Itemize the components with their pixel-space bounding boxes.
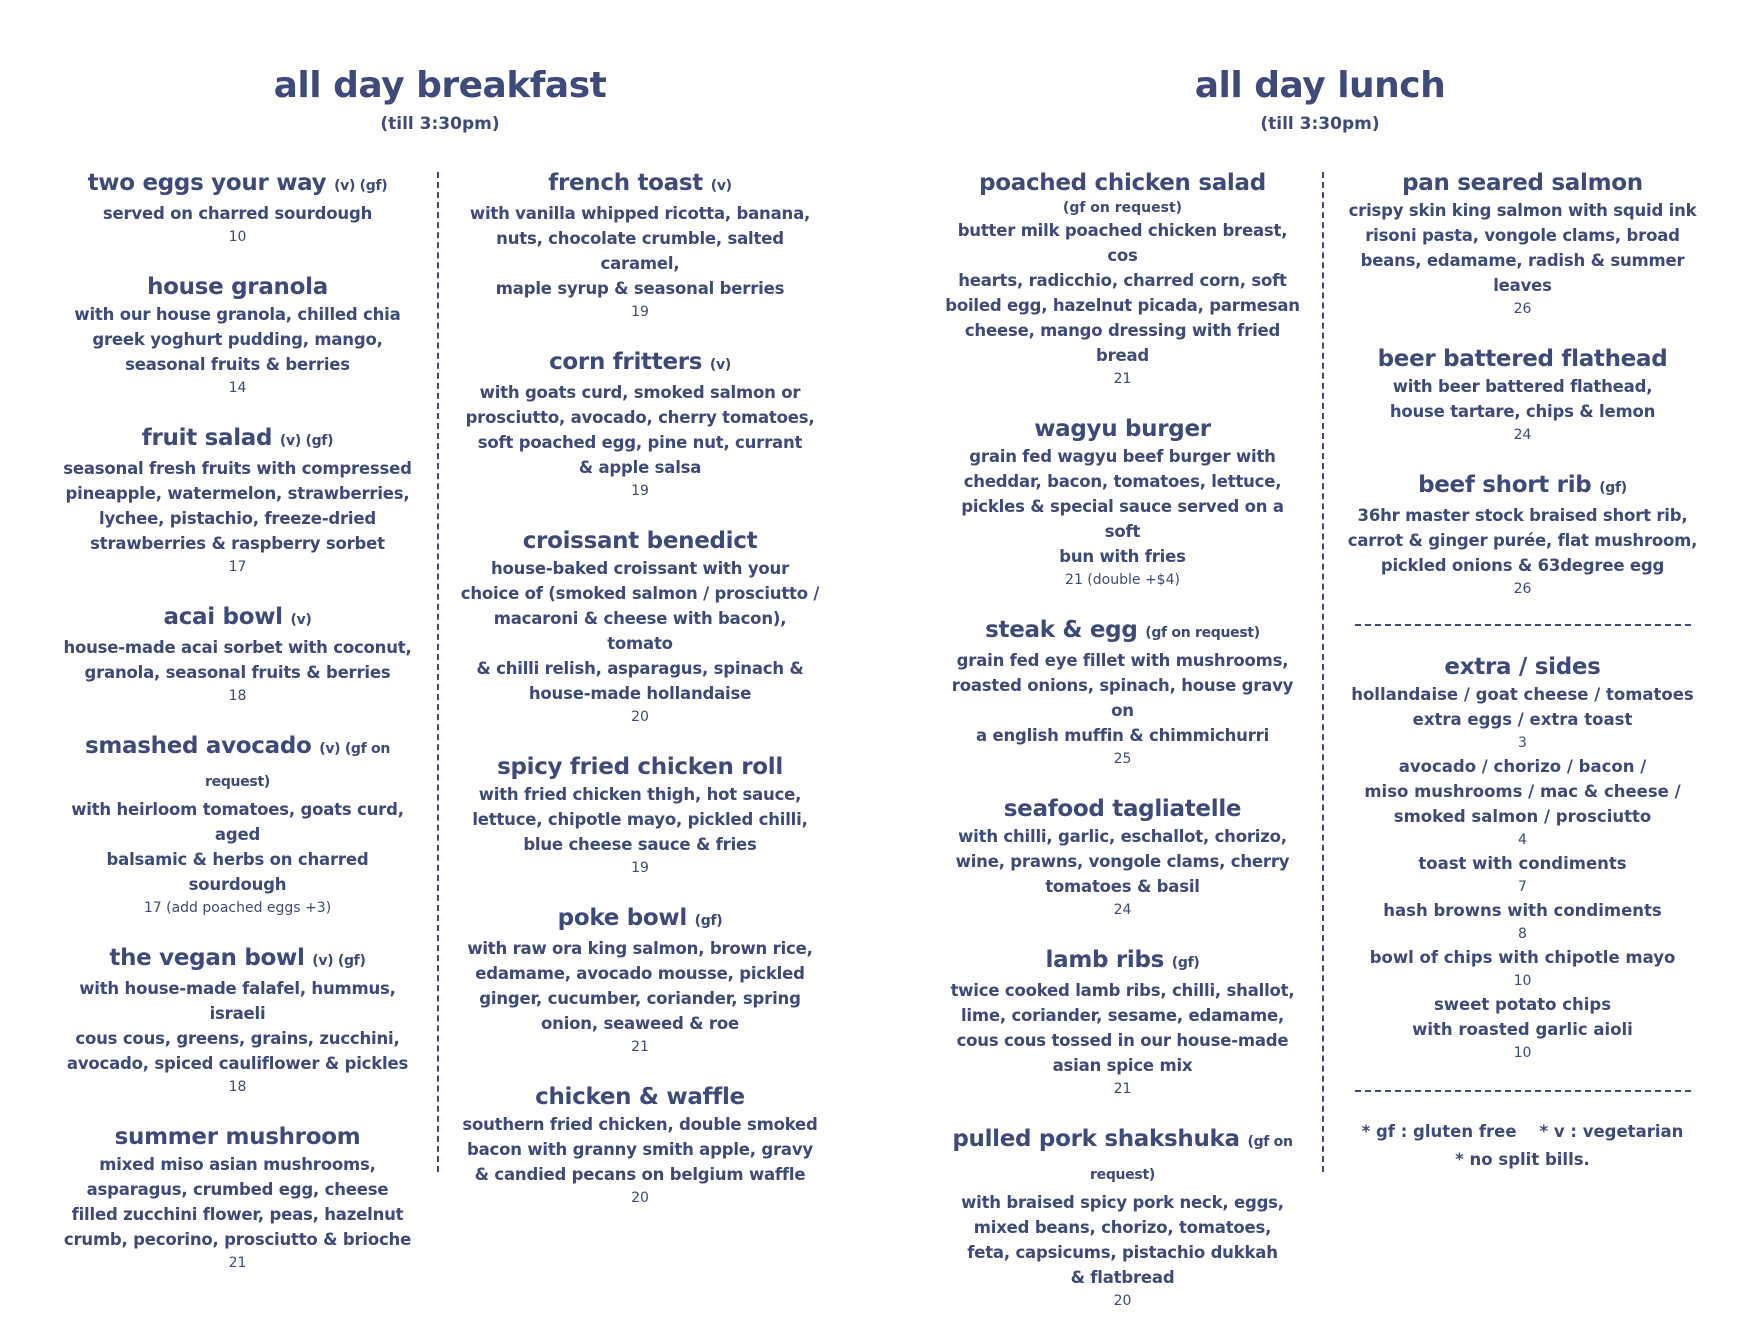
- menu-item-description: served on charred sourdough: [102, 204, 373, 223]
- menu-item-title: summer mushroom: [114, 1124, 361, 1150]
- menu-item-title: lamb ribs: [1045, 947, 1165, 973]
- side-item: hollandaise / goat cheese / tomatoes: [1351, 685, 1694, 704]
- menu-item-description: with heirloom tomatoes, goats curd, aged: [71, 800, 404, 844]
- menu-item-price: 17 (add poached eggs +3): [143, 900, 332, 916]
- menu-item-price: 18: [228, 688, 247, 704]
- menu-item-name: [60, 168, 415, 201]
- breakfast-column-1: [60, 168, 415, 1298]
- menu-item-description: twice cooked lamb ribs, chilli, shallot,: [950, 981, 1295, 1000]
- menu-item-name: [1345, 470, 1700, 503]
- menu-item-description: with our house granola, chilled chia: [74, 305, 401, 324]
- menu-item-price: 20: [1113, 1293, 1132, 1309]
- menu-item-description: avocado, spiced cauliflower & pickles: [66, 1054, 409, 1073]
- side-item: extra eggs / extra toast: [1412, 710, 1633, 729]
- menu-item-name: [1345, 168, 1700, 198]
- menu-item-description: & flatbread: [1070, 1268, 1175, 1287]
- menu-item-name: [60, 602, 415, 635]
- menu-item-name: [460, 168, 820, 201]
- menu-item-price: 24: [1113, 902, 1132, 918]
- menu-item-description: southern fried chicken, double smoked: [462, 1115, 818, 1134]
- menu-item-description: choice of (smoked salmon / prosciutto /: [460, 584, 820, 603]
- dietary-tag: (gf): [1599, 480, 1627, 496]
- menu-item-price: 26: [1513, 581, 1532, 597]
- menu-item-description: feta, capsicums, pistachio dukkah: [967, 1243, 1278, 1262]
- menu-item: [1345, 470, 1700, 600]
- menu-item-name: [60, 1122, 415, 1152]
- menu-item-description: macaroni & cheese with bacon), tomato: [493, 609, 787, 653]
- side-item: bowl of chips with chipotle mayo: [1369, 948, 1676, 967]
- menu-item-description: ginger, cucumber, coriander, spring: [479, 989, 801, 1008]
- menu-item: [1345, 168, 1700, 320]
- menu-item-description: cous cous tossed in our house-made: [956, 1031, 1289, 1050]
- menu-item-description: edamame, avocado mousse, pickled: [475, 964, 805, 983]
- menu-item-description: & chilli relish, asparagus, spinach &: [476, 659, 804, 678]
- menu-item-description: asian spice mix: [1052, 1056, 1193, 1075]
- menu-item: [460, 347, 820, 502]
- menu-item-description: prosciutto, avocado, cherry tomatoes,: [465, 408, 815, 427]
- menu-item-name: [945, 1124, 1300, 1190]
- menu-item-name: [60, 731, 415, 797]
- dietary-tag: (v): [290, 612, 312, 628]
- menu-item: [460, 903, 820, 1058]
- menu-item-description: balsamic & herbs on charred sourdough: [106, 850, 369, 894]
- no-split-bills-note: * no split bills.: [1455, 1150, 1590, 1169]
- menu-item: [945, 794, 1300, 921]
- menu-item-description: cheddar, bacon, tomatoes, lettuce,: [963, 472, 1282, 491]
- menu-item-name: [945, 615, 1300, 648]
- menu-item-description: & candied pecans on belgium waffle: [474, 1165, 806, 1184]
- side-item: smoked salmon / prosciutto: [1393, 807, 1652, 826]
- side-item: miso mushrooms / mac & cheese /: [1364, 782, 1681, 801]
- lunch-subtitle: (till 3:30pm): [1260, 114, 1380, 134]
- menu-item-description: with vanilla whipped ricotta, banana,: [469, 204, 811, 223]
- side-price: 10: [1513, 973, 1532, 989]
- menu-item: [60, 943, 415, 1098]
- menu-item-description: blue cheese sauce & fries: [523, 835, 757, 854]
- menu-item-description: tomatoes & basil: [1045, 877, 1200, 896]
- menu-item-title: pulled pork shakshuka: [952, 1126, 1240, 1152]
- menu-item: [60, 168, 415, 248]
- dietary-tag: (gf on request): [1090, 1134, 1293, 1183]
- side-price: 10: [1513, 1045, 1532, 1061]
- side-price: 4: [1518, 832, 1527, 848]
- side-item: sweet potato chips: [1433, 995, 1612, 1014]
- lunch-column-divider: [1322, 172, 1324, 1172]
- menu-item-description: filled zucchini flower, peas, hazelnut: [71, 1205, 404, 1224]
- menu-item-price: 19: [631, 860, 649, 876]
- menu-item-title: fruit salad: [141, 425, 273, 451]
- menu-item-name: [945, 794, 1300, 824]
- menu-item: [945, 1124, 1300, 1312]
- menu-item: [460, 752, 820, 879]
- menu-item-description: house-made acai sorbet with coconut,: [63, 638, 412, 657]
- menu-item-description: mixed beans, chorizo, tomatoes,: [973, 1218, 1272, 1237]
- menu-item-title: the vegan bowl: [109, 945, 305, 971]
- menu-item-price: 25: [1113, 751, 1132, 767]
- menu-item-title: croissant benedict: [522, 528, 758, 554]
- menu-item-name: [1345, 344, 1700, 374]
- menu-item-title: pan seared salmon: [1402, 170, 1643, 196]
- lunch-column-1: [945, 168, 1300, 1336]
- breakfast-column-divider: [437, 172, 439, 1172]
- sides-divider-top: [1355, 624, 1691, 626]
- menu-item: [460, 168, 820, 323]
- menu-item-name: [460, 347, 820, 380]
- menu-item-price: 21 (double +$4): [1065, 572, 1180, 588]
- menu-item-name: [945, 414, 1300, 444]
- menu-item-name: [460, 1082, 820, 1112]
- menu-item-description: with house-made falafel, hummus, israeli: [79, 979, 396, 1023]
- menu-item-price: 19: [631, 304, 649, 320]
- dietary-tag: (gf): [694, 913, 723, 929]
- menu-item-description: with fried chicken thigh, hot sauce,: [478, 785, 802, 804]
- sides-divider-bottom: [1355, 1090, 1691, 1092]
- lunch-title: all day lunch: [1194, 65, 1446, 106]
- menu-item-description: pickles & special sauce served on a soft: [961, 497, 1284, 541]
- menu-item-title: poke bowl: [557, 905, 687, 931]
- menu-item-description: nuts, chocolate crumble, salted caramel,: [496, 229, 784, 273]
- menu-item-description: pineapple, watermelon, strawberries,: [65, 484, 410, 503]
- menu-item-description: mixed miso asian mushrooms,: [99, 1155, 376, 1174]
- menu-item-description: with chilli, garlic, eschallot, chorizo,: [958, 827, 1287, 846]
- side-item: toast with condiments: [1418, 854, 1627, 873]
- menu-item-description: granola, seasonal fruits & berries: [84, 663, 391, 682]
- menu-item-description: butter milk poached chicken breast, cos: [957, 221, 1288, 265]
- menu-item-description: seasonal fresh fruits with compressed: [63, 459, 412, 478]
- menu-item-price: 21: [228, 1255, 247, 1271]
- menu-item-title: beer battered flathead: [1377, 346, 1668, 372]
- menu-item-description: crispy skin king salmon with squid ink: [1348, 201, 1697, 220]
- menu-item-description: with raw ora king salmon, brown rice,: [467, 939, 813, 958]
- menu-item: [945, 945, 1300, 1100]
- menu-item-name: [60, 272, 415, 302]
- menu-item-name: [460, 752, 820, 782]
- menu-item: [460, 1082, 820, 1209]
- menu-item-description: house tartare, chips & lemon: [1389, 402, 1656, 421]
- menu-item-title: smashed avocado: [84, 733, 312, 759]
- menu-item-description: bun with fries: [1059, 547, 1186, 566]
- menu-item-title: beef short rib: [1418, 472, 1592, 498]
- menu-item-name: [460, 903, 820, 936]
- breakfast-title: all day breakfast: [273, 65, 607, 106]
- menu-item-description: cous cous, greens, grains, zucchini,: [75, 1029, 400, 1048]
- menu-item-title: spicy fried chicken roll: [497, 754, 783, 780]
- menu-item-description: hearts, radicchio, charred corn, soft: [958, 271, 1287, 290]
- menu-item: [60, 272, 415, 399]
- menu-item: [460, 526, 820, 728]
- menu-item-name: [945, 168, 1300, 198]
- menu-item-description: & apple salsa: [578, 458, 702, 477]
- menu-item-price: 24: [1513, 427, 1532, 443]
- menu-item: [945, 615, 1300, 770]
- menu-item-price: 21: [631, 1039, 649, 1055]
- side-price: 7: [1518, 879, 1527, 895]
- menu-item-title: poached chicken salad: [979, 170, 1266, 196]
- menu-item-description: with beer battered flathead,: [1392, 377, 1653, 396]
- dietary-tag: (v) (gf): [334, 178, 388, 194]
- menu-item: [60, 731, 415, 919]
- side-price: 8: [1518, 926, 1527, 942]
- menu-item: [60, 423, 415, 578]
- menu-item-description: onion, seaweed & roe: [541, 1014, 739, 1033]
- menu-item-name: [945, 945, 1300, 978]
- menu-item-price: 14: [228, 380, 247, 396]
- menu-item-description: soft poached egg, pine nut, currant: [477, 433, 803, 452]
- menu-item-name: [60, 423, 415, 456]
- menu-item-description: house-made hollandaise: [528, 684, 752, 703]
- menu-item-description: with braised spicy pork neck, eggs,: [961, 1193, 1284, 1212]
- menu-item-name: [460, 526, 820, 556]
- menu-item-description: maple syrup & seasonal berries: [495, 279, 785, 298]
- menu-item-description: lychee, pistachio, freeze-dried: [99, 509, 376, 528]
- menu-item-description: greek yoghurt pudding, mango,: [92, 330, 383, 349]
- dietary-tag: (v): [709, 357, 731, 373]
- dietary-tag: (v) (gf): [312, 953, 366, 969]
- sides-title: extra / sides: [1444, 654, 1601, 680]
- menu-item-description: with goats curd, smoked salmon or: [479, 383, 801, 402]
- menu-item-title: wagyu burger: [1034, 416, 1211, 442]
- menu-item-description: crumb, pecorino, prosciutto & brioche: [63, 1230, 412, 1249]
- lunch-column-2: [1345, 168, 1700, 1174]
- dietary-tag: (v): [710, 178, 732, 194]
- breakfast-subtitle: (till 3:30pm): [380, 114, 500, 134]
- dietary-tag: (gf on request): [1145, 625, 1260, 641]
- menu-item: [945, 168, 1300, 390]
- menu-item-title: seafood tagliatelle: [1003, 796, 1242, 822]
- dietary-tag: (gf on request): [1062, 200, 1183, 216]
- menu-item-price: 18: [228, 1079, 247, 1095]
- menu-item-description: asparagus, crumbed egg, cheese: [86, 1180, 389, 1199]
- menu-item-description: wine, prawns, vongole clams, cherry: [955, 852, 1290, 871]
- menu-item-description: roasted onions, spinach, house gravy on: [951, 676, 1294, 720]
- menu-item-price: 10: [228, 229, 247, 245]
- menu-item-description: boiled egg, hazelnut picada, parmesan: [945, 296, 1300, 315]
- dietary-tag: (v) (gf on request): [205, 741, 391, 790]
- menu-item-price: 20: [631, 709, 649, 725]
- menu-item-description: strawberries & raspberry sorbet: [90, 534, 385, 553]
- menu-item-title: french toast: [548, 170, 703, 196]
- menu-item-description: bacon with granny smith apple, gravy: [467, 1140, 813, 1159]
- menu-item-description: a english muffin & chimmichurri: [975, 726, 1270, 745]
- menu-item-description: grain fed eye fillet with mushrooms,: [956, 651, 1289, 670]
- menu-item-price: 17: [228, 559, 247, 575]
- menu-item-title: steak & egg: [985, 617, 1138, 643]
- breakfast-column-2: [460, 168, 820, 1233]
- dietary-tag: (gf): [1171, 955, 1200, 971]
- dietary-tag: (v) (gf): [279, 433, 334, 449]
- side-item: hash browns with condiments: [1383, 901, 1662, 920]
- menu-item-title: corn fritters: [549, 349, 703, 375]
- menu-item: [60, 602, 415, 707]
- menu-item-name: [60, 943, 415, 976]
- menu-item-description: seasonal fruits & berries: [125, 355, 350, 374]
- menu-item: [1345, 344, 1700, 446]
- menu-item-title: chicken & waffle: [535, 1084, 745, 1110]
- menu-item-price: 21: [1113, 1081, 1132, 1097]
- menu-item-price: 19: [631, 483, 649, 499]
- menu-item-description: cheese, mango dressing with fried bread: [964, 321, 1281, 365]
- menu-item-description: grain fed wagyu beef burger with: [969, 447, 1276, 466]
- menu-item-description: 36hr master stock braised short rib,: [1357, 506, 1688, 525]
- menu-item-description: beans, edamame, radish & summer leaves: [1360, 251, 1685, 295]
- legend-note: * gf : gluten free * v : vegetarian: [1361, 1122, 1684, 1141]
- menu-item-description: risoni pasta, vongole clams, broad: [1365, 226, 1680, 245]
- menu-item-title: acai bowl: [163, 604, 283, 630]
- menu-item-description: pickled onions & 63degree egg: [1380, 556, 1665, 575]
- menu-item: [945, 414, 1300, 591]
- menu-item-description: lime, coriander, sesame, edamame,: [960, 1006, 1285, 1025]
- menu-item-price: 26: [1513, 301, 1532, 317]
- menu-item-title: two eggs your way: [87, 170, 327, 196]
- side-item: with roasted garlic aioli: [1412, 1020, 1633, 1039]
- menu-item-description: house-baked croissant with your: [490, 559, 790, 578]
- menu-item-description: carrot & ginger purée, flat mushroom,: [1347, 531, 1698, 550]
- side-price: 3: [1518, 735, 1527, 751]
- menu-item-price: 20: [631, 1190, 649, 1206]
- menu-item-title: house granola: [147, 274, 328, 300]
- menu-item: [60, 1122, 415, 1274]
- menu-item-price: 21: [1113, 371, 1132, 387]
- menu-item-description: lettuce, chipotle mayo, pickled chilli,: [472, 810, 808, 829]
- side-item: avocado / chorizo / bacon /: [1398, 757, 1647, 776]
